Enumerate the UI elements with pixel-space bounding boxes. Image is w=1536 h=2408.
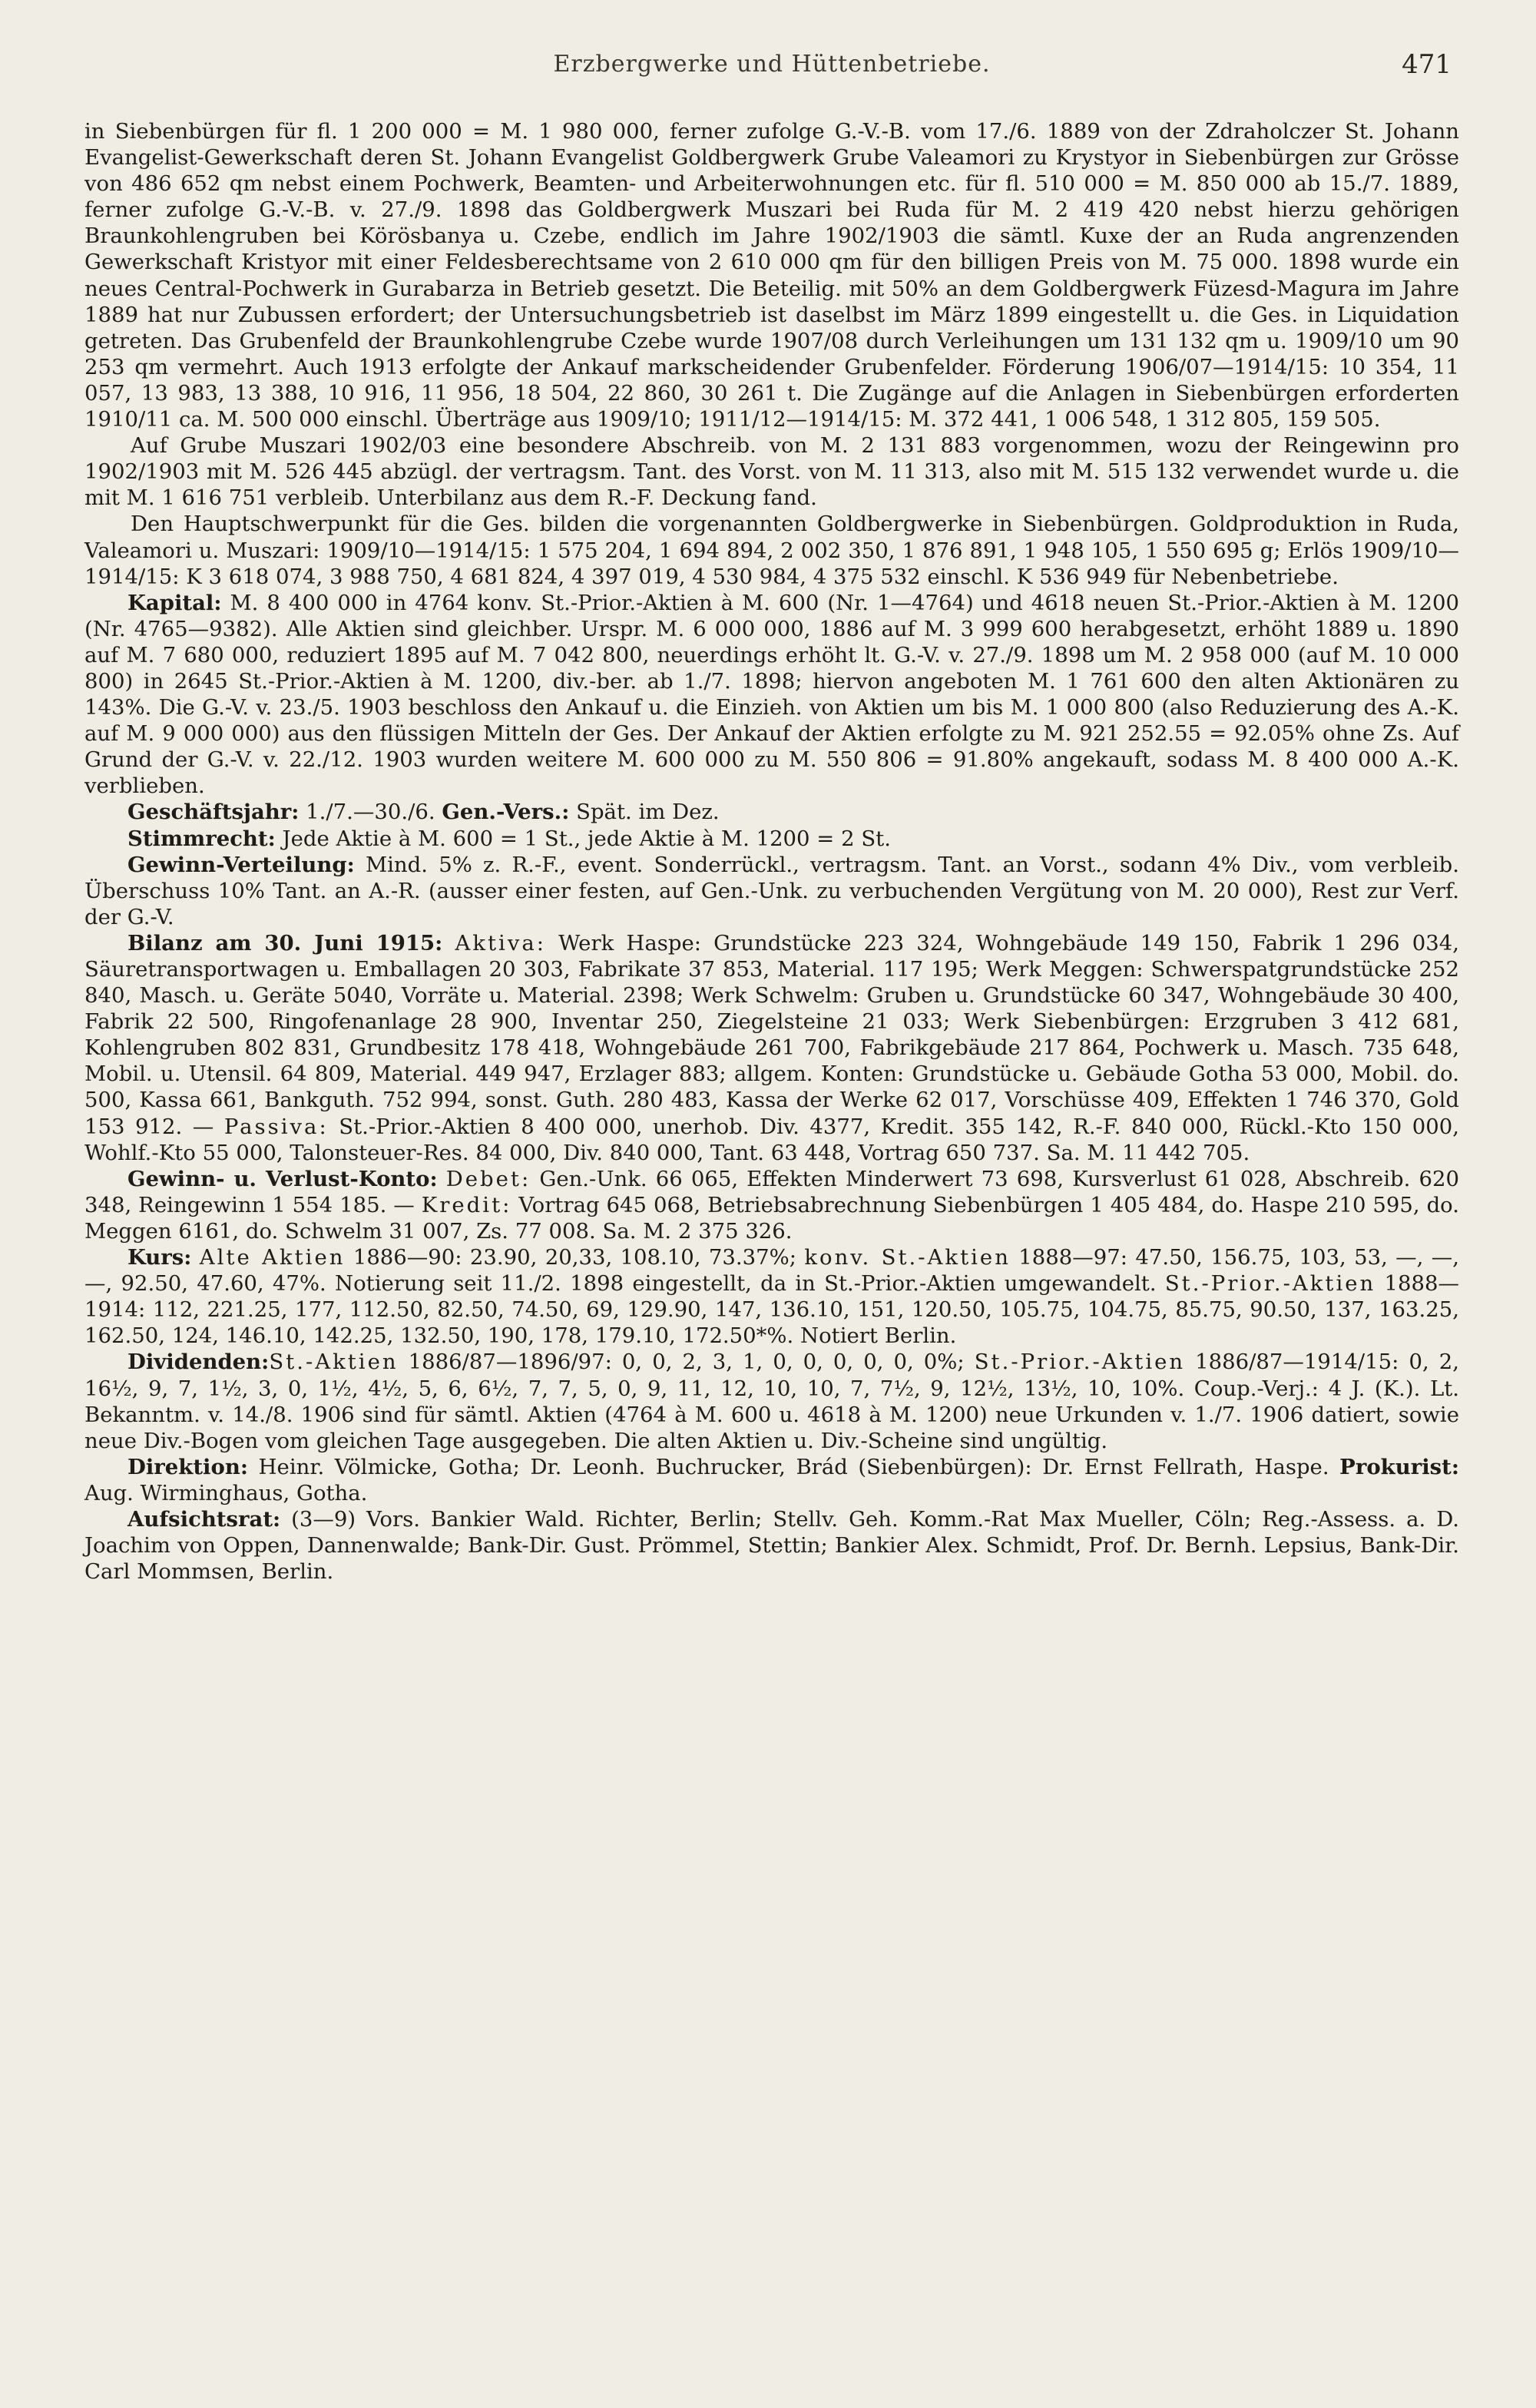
- section-text-secondary: 1888—97: 47.50, 156.75, 103, 53, —, —, —, 92.50, 47.60, 47%. Notierung seit 11./2. 1898 eingestellt, da in St.-Prior.-Aktien umgewandelt.: [84, 1245, 1459, 1297]
- section-spaced-prior-aktien: St.-Prior.-Aktien: [974, 1350, 1186, 1375]
- section-spaced-st-aktien: St.-Aktien: [269, 1350, 399, 1375]
- running-header: [84, 46, 1459, 92]
- section-spaced-debet: Debet:: [445, 1166, 531, 1191]
- section-text: 1886/87—1896/97: 0, 0, 2, 3, 1, 0, 0, 0, 0, 0, 0%;: [398, 1350, 975, 1375]
- section-text-secondary: Aug. Wirminghaus, Gotha.: [84, 1480, 368, 1505]
- section-label-secondary: Gen.-Vers.:: [442, 800, 570, 825]
- section-label: Kapital:: [127, 590, 222, 615]
- section-text: Gen.-Unk. 66 065, Effekten Minderwert 73 698, Kursverlust 61 028, Abschreib. 620 348, Reingewinn 1 554 185. —: [84, 1166, 1459, 1217]
- section-text: (3—9) Vors. Bankier Wald. Richter, Berlin; Stellv. Geh. Komm.-Rat Max Mueller, Cöln; Reg.-Assess. a. D. Joachim von Oppen, Dannenwalde; Bank-Dir. Gust. Prömmel, Stettin; Bankier Alex. Schmidt, Prof. Dr. Bernh. Lepsius, Bank-Dir. Carl Mommsen, Berlin.: [84, 1506, 1459, 1585]
- section-spaced-prior-aktien: St.-Prior.-Aktien: [1164, 1271, 1376, 1297]
- section-text: 1./7.—30./6.: [299, 800, 442, 825]
- section-label: Dividenden:: [127, 1350, 270, 1375]
- paragraph-text: Auf Grube Muszari 1902/03 eine besondere Abschreib. von M. 2 131 883 vorgenommen, wozu der Reingewinn pro 1902/1903 mit M. 526 445 abzügl. der vertragsm. Tant. des Vorst. von M. 11 313, also mit M. 515 132 verwendet wurde u. die mit M. 1 616 751 verbleib. Unterbilanz aus dem R.-F. Deckung fand.: [84, 433, 1459, 511]
- section-text: M. 8 400 000 in 4764 konv. St.-Prior.-Aktien à M. 600 (Nr. 1—4764) und 4618 neuen St.-Prior.-Aktien à M. 1200 (Nr. 4765—9382). Alle Aktien sind gleichber. Urspr. M. 6 000 000, 1886 auf M. 3 999 600 herabgesetzt, erhöht 1889 u. 1890 auf M. 7 680 000, reduziert 1895 auf M. 7 042 800, neuerdings erhöht lt. G.-V. v. 27./9. 1898 um M. 2 958 000 (auf M. 10 000 800) in 2645 St.-Prior.-Aktien à M. 1200, div.-ber. ab 1./7. 1898; hiervon angeboten M. 1 761 600 den alten Aktionären zu 143%. Die G.-V. v. 23./5. 1903 beschloss den Ankauf u. die Einzieh. von Aktien um bis M. 1 000 800 (also Reduzierung des A.-K. auf M. 9 000 000) aus den flüssigen Mitteln der Ges. Der Ankauf der Aktien erfolgte zu M. 921 252.55 = 92.05% ohne Zs. Auf Grund der G.-V. v. 22./12. 1903 wurden weitere M. 600 000 zu M. 550 806 = 91.80% angekauft, sodass M. 8 400 000 A.-K. verblieben.: [84, 590, 1459, 799]
- page-number: 471: [1402, 49, 1452, 80]
- section-kapital: [84, 590, 1459, 800]
- section-kurs: [84, 1244, 1459, 1349]
- paragraph-history: [84, 118, 1459, 432]
- section-geschaeftsjahr: [84, 799, 1459, 825]
- section-text-secondary: St.-Prior.-Aktien 8 400 000, unerhob. Div. 4377, Kredit. 355 142, R.-F. 840 000, Rückl.-Kto 150 000, Wohlf.-Kto 55 000, Talonsteuer-Res. 84 000, Div. 840 000, Tant. 63 448, Vortrag 650 737. Sa. M. 11 442 705.: [84, 1114, 1459, 1165]
- section-spaced-konv-aktien: konv. St.-Aktien: [804, 1245, 1011, 1270]
- section-label: Geschäftsjahr:: [127, 800, 300, 825]
- paragraph-text: Den Hauptschwerpunkt für die Ges. bilden die vorgenannten Goldbergwerke in Siebenbürgen. Goldproduktion in Ruda, Valeamori u. Muszari: 1909/10—1914/15: 1 575 204, 1 694 894, 2 002 350, 1 876 891, 1 948 105, 1 550 695 g; Erlös 1909/10—1914/15: K 3 618 074, 3 988 750, 4 681 824, 4 397 019, 4 530 984, 4 375 532 einschl. K 536 949 für Nebenbetriebe.: [84, 512, 1459, 589]
- section-label: Stimmrecht:: [127, 826, 276, 851]
- section-text: Heinr. Völmicke, Gotha; Dr. Leonh. Buchrucker, Brád (Siebenbürgen): Dr. Ernst Fellrath, Haspe.: [247, 1454, 1340, 1479]
- running-title: Erzbergwerke und Hüttenbetriebe.: [553, 51, 991, 78]
- section-aufsichtsrat: [84, 1506, 1459, 1585]
- section-label: Gewinn- u. Verlust-Konto:: [127, 1166, 438, 1191]
- section-text-tertiary: 1888—1914: 112, 221.25, 177, 112.50, 82.50, 74.50, 69, 129.90, 147, 136.10, 151, 120.50, 105.75, 104.75, 85.75, 90.50, 137, 163.25, 162.50, 124, 146.10, 142.25, 132.50, 190, 178, 179.10, 172.50*%. Notiert Berlin.: [84, 1271, 1459, 1349]
- section-direktion: [84, 1454, 1459, 1506]
- section-gewinn-verteilung: [84, 852, 1459, 930]
- paragraph-goldproduktion: [84, 511, 1459, 589]
- section-gewinn-verlust-konto: [84, 1166, 1459, 1244]
- section-spaced-kredit: Kredit:: [421, 1192, 512, 1217]
- section-text-secondary: 1886/87—1914/15: 0, 2, 16½, 9, 7, 1½, 3, 0, 1½, 4½, 5, 6, 6½, 7, 7, 5, 0, 9, 11, 12, 10, 10, 7, 7½, 9, 12½, 13½, 10, 10%. Coup.-Verj.: 4 J. (K.). Lt. Bekanntm. v. 14./8. 1906 sind für sämtl. Aktien (4764 à M. 600 u. 4618 à M. 1200) neue Urkunden v. 1./7. 1906 datiert, sowie neue Div.-Bogen vom gleichen Tage ausgegeben. Die alten Aktien u. Div.-Scheine sind ungültig.: [84, 1350, 1460, 1453]
- section-spaced-alte-aktien: Alte Aktien: [199, 1245, 346, 1270]
- section-label: Kurs:: [127, 1245, 192, 1270]
- section-bilanz: [84, 930, 1459, 1166]
- section-label: Aufsichtsrat:: [127, 1506, 281, 1532]
- section-text: Jede Aktie à M. 600 = 1 St., jede Aktie à M. 1200 = 2 St.: [275, 826, 891, 851]
- section-dividenden: [84, 1349, 1459, 1453]
- paragraph-text: in Siebenbürgen für fl. 1 200 000 = M. 1 980 000, ferner zufolge G.-V.-B. vom 17./6. 1889 von der Zdraholczer St. Johann Evangelist-Gewerkschaft deren St. Johann Evangelist Goldbergwerk Grube Valeamori zu Krystyor in Siebenbürgen zur Grösse von 486 652 qm nebst einem Pochwerk, Beamten- und Arbeiterwohnungen etc. für fl. 510 000 = M. 850 000 ab 15./7. 1889, ferner zufolge G.-V.-B. v. 27./9. 1898 das Goldbergwerk Muszari bei Ruda für M. 2 419 420 nebst hierzu gehörigen Braunkohlengruben bei Körösbanya u. Czebe, endlich im Jahre 1902/1903 die sämtl. Kuxe der an Ruda angrenzenden Gewerkschaft Kristyor mit einer Feldesberechtsame von 2 610 000 qm für den billigen Preis von M. 75 000. 1898 wurde ein neues Central-Pochwerk in Gurabarza in Betrieb gesetzt. Die Beteilig. mit 50% an dem Goldbergwerk Füzesd-Magura im Jahre 1889 hat nur Zubussen erfordert; der Untersuchungsbetrieb ist daselbst im März 1899 eingestellt u. die Ges. in Liquidation getreten. Das Grubenfeld der Braunkohlengrube Czebe wurde 1907/08 durch Verleihungen um 131 132 qm u. 1909/10 um 90 253 qm vermehrt. Auch 1913 erfolgte der Ankauf markscheidender Grubenfelder. Förderung 1906/07—1914/15: 10 354, 11 057, 13 983, 13 388, 10 916, 11 956, 18 504, 22 860, 30 261 t. Die Zugänge auf die Anlagen in Siebenbürgen erforderten 1910/11 ca. M. 500 000 einschl. Überträge aus 1909/10; 1911/12—1914/15: M. 372 441, 1 006 548, 1 312 805, 159 505.: [84, 119, 1459, 432]
- section-text-secondary: Spät. im Dez.: [569, 800, 720, 825]
- section-label: Bilanz am 30. Juni 1915:: [127, 930, 443, 956]
- section-text: Mind. 5% z. R.-F., event. Sonderrückl., vertragsm. Tant. an Vorst., sodann 4% Div., vom verbleib. Überschuss 10% Tant. an A.-R. (ausser einer festen, auf Gen.-Unk. zu verbuchenden Vergütung von M. 20 000), Rest zur Verf. der G.-V.: [84, 852, 1459, 929]
- section-label: Direktion:: [127, 1454, 248, 1479]
- section-label-prokurist: Prokurist:: [1339, 1454, 1459, 1479]
- paragraph-muszari: [84, 432, 1459, 511]
- section-stimmrecht: [84, 826, 1459, 852]
- section-spaced-aktiva: Aktiva:: [455, 930, 547, 956]
- section-label: Gewinn-Verteilung:: [127, 852, 355, 877]
- body-text: [84, 118, 1459, 1585]
- section-spaced-passiva: Passiva:: [223, 1114, 329, 1139]
- section-text: Werk Haspe: Grundstücke 223 324, Wohngebäude 149 150, Fabrik 1 296 034, Säuretransportwagen u. Emballagen 20 303, Fabrikate 37 853, Material. 117 195; Werk Meggen: Schwerspatgrundstücke 252 840, Masch. u. Geräte 5040, Vorräte u. Material. 2398; Werk Schwelm: Gruben u. Grundstücke 60 347, Wohngebäude 30 400, Fabrik 22 500, Ringofenanlage 28 900, Inventar 250, Ziegelsteine 21 033; Werk Siebenbürgen: Erzgruben 3 412 681, Kohlengruben 802 831, Grundbesitz 178 418, Wohngebäude 261 700, Fabrikgebäude 217 864, Pochwerk u. Masch. 735 648, Mobil. u. Utensil. 64 809, Material. 449 947, Erzlager 883; allgem. Konten: Grundstücke u. Gebäude Gotha 53 000, Mobil. do. 500, Kassa 661, Bankguth. 752 994, sonst. Guth. 280 483, Kassa der Werke 62 017, Vorschüsse 409, Effekten 1 746 370, Gold 153 912. —: [84, 930, 1459, 1139]
- section-text: 1886—90: 23.90, 20,33, 108.10, 73.37%;: [345, 1245, 805, 1270]
- section-text-secondary: Vortrag 645 068, Betriebsabrechnung Siebenbürgen 1 405 484, do. Haspe 210 595, do. Meggen 6161, do. Schwelm 31 007, Zs. 77 008. Sa. M. 2 375 326.: [84, 1192, 1459, 1244]
